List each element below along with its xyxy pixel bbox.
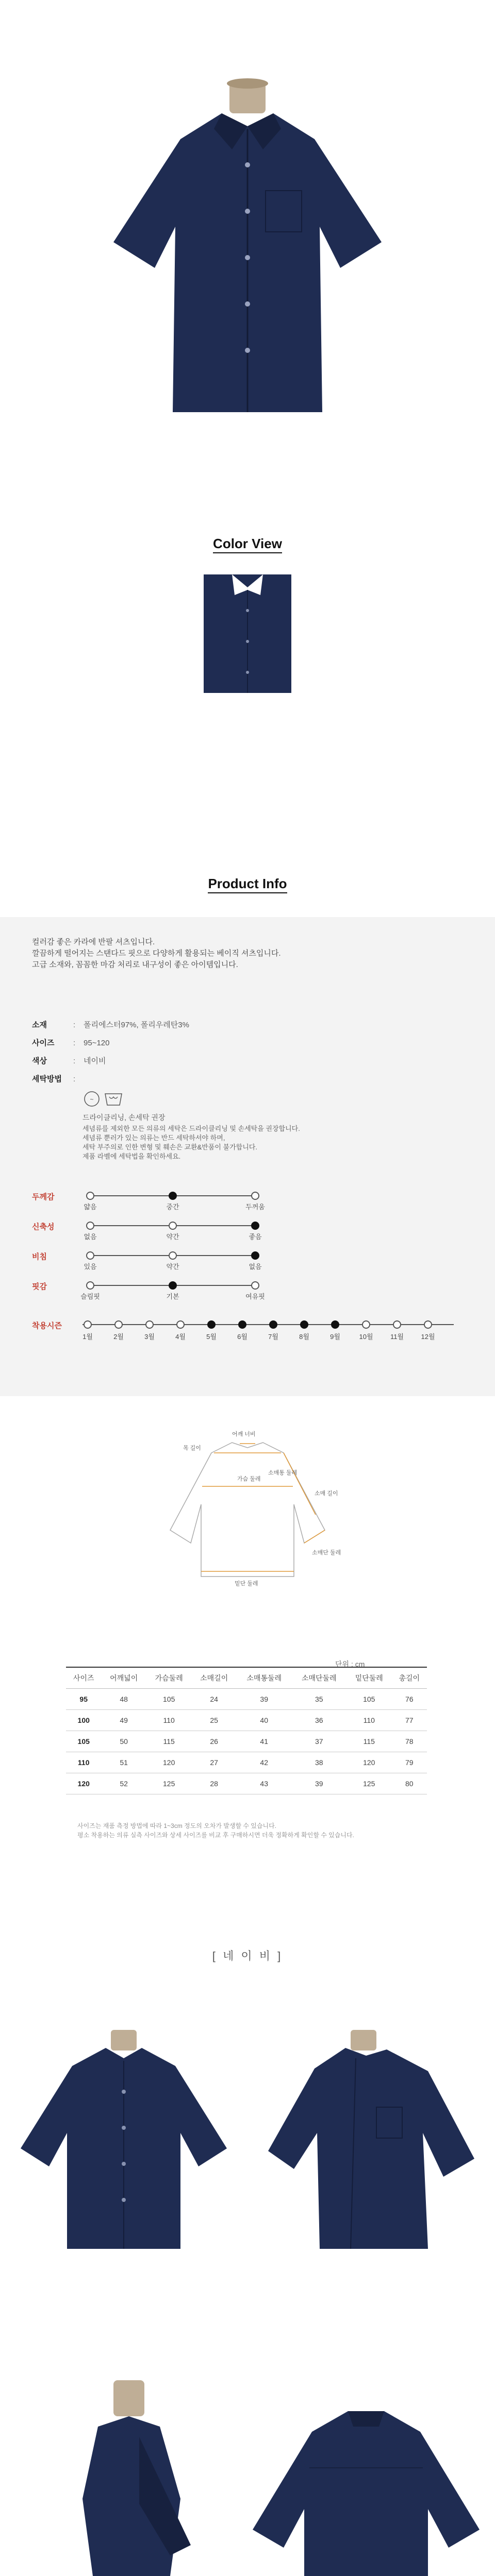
spec-key: 소재 <box>32 1021 47 1029</box>
scale-dot <box>86 1251 94 1260</box>
season-month: 4월 <box>175 1333 186 1341</box>
size-chart-cell: 42 <box>237 1752 292 1773</box>
size-chart-header-cell: 가슴둘레 <box>146 1667 192 1689</box>
size-chart-cell: 28 <box>191 1773 237 1794</box>
scale-option: 슬림핏 <box>80 1293 100 1300</box>
size-chart-cell: 25 <box>191 1710 237 1731</box>
care-line: 드라이클리닝, 손세탁 권장 <box>82 1113 166 1122</box>
detail-photo-angle <box>258 2030 485 2251</box>
scale-option: 기본 <box>166 1293 179 1300</box>
size-chart-cell: 110 <box>146 1710 192 1731</box>
scale-option: 없음 <box>249 1263 262 1270</box>
svg-text:~: ~ <box>90 1096 94 1103</box>
dry-clean-icon <box>85 1092 99 1106</box>
size-chart-table <box>66 1667 427 1794</box>
season-month: 5월 <box>206 1333 217 1341</box>
color-swatch-navy[interactable] <box>204 574 291 693</box>
size-chart-cell: 36 <box>291 1710 346 1731</box>
spec-color: 색상 : 네이비 <box>32 1055 106 1066</box>
size-note: 사이즈는 재품 측정 방법에 따라 1~3cm 정도의 오차가 발생할 수 있습니다. <box>77 1822 277 1829</box>
scale-dot <box>169 1192 177 1200</box>
product-info-panel <box>0 917 495 1396</box>
scale-dot <box>169 1222 177 1230</box>
season-dot <box>238 1320 246 1329</box>
size-chart-header-cell: 소매길이 <box>191 1667 237 1689</box>
season-month: 10월 <box>359 1333 373 1341</box>
size-chart-cell: 43 <box>237 1773 292 1794</box>
size-chart-cell: 39 <box>291 1773 346 1794</box>
diagram-label: 어깨 너비 <box>232 1431 256 1437</box>
season-month: 2월 <box>113 1333 124 1341</box>
size-note: 평소 착용하는 의류 실측 사이즈와 상세 사이즈를 비교 후 구매하시면 더욱 정확하게 확인할 수 있습니다. <box>77 1832 354 1839</box>
size-chart-cell: 49 <box>101 1710 146 1731</box>
scale-option: 있음 <box>84 1263 97 1270</box>
scale-option: 두꺼움 <box>245 1203 265 1211</box>
scale-option: 얇음 <box>84 1203 97 1211</box>
spec-material: 소재 : 폴리에스터97%, 폴리우레탄3% <box>32 1019 189 1030</box>
size-diagram <box>139 1432 356 1587</box>
scale-label: 신축성 <box>32 1223 55 1231</box>
size-chart-cell: 110 <box>346 1710 392 1731</box>
diagram-label: 밑단 둘레 <box>235 1581 258 1587</box>
scale-dot <box>169 1251 177 1260</box>
scale-option: 좋음 <box>249 1233 262 1241</box>
color-view-title-text: Color View <box>213 536 282 553</box>
size-chart-row <box>66 1710 427 1731</box>
size-chart-cell: 120 <box>66 1773 101 1794</box>
product-info-title <box>0 876 495 892</box>
diagram-label: 가슴 둘레 <box>237 1476 261 1482</box>
season-month: 3월 <box>144 1333 155 1341</box>
size-chart-cell: 95 <box>66 1689 101 1710</box>
season-month: 1월 <box>82 1333 93 1341</box>
season-dot <box>424 1320 432 1329</box>
season-dot <box>331 1320 339 1329</box>
size-chart-header-cell: 밑단둘레 <box>346 1667 392 1689</box>
hero-product-image <box>103 77 392 428</box>
size-chart-header-cell: 총길이 <box>392 1667 427 1689</box>
size-chart-cell: 105 <box>66 1731 101 1752</box>
season-month: 6월 <box>237 1333 248 1341</box>
size-chart-cell: 110 <box>66 1752 101 1773</box>
color-name-heading: [ 네 이 비 ] <box>212 1950 283 1962</box>
season-month: 11월 <box>390 1333 404 1341</box>
wash-icons <box>82 1090 124 1111</box>
size-chart-row <box>66 1752 427 1773</box>
season-month: 8월 <box>299 1333 309 1341</box>
scale-dot <box>169 1281 177 1290</box>
size-chart-cell: 27 <box>191 1752 237 1773</box>
diagram-label: 목 길이 <box>183 1445 201 1451</box>
spec-value: 95~120 <box>84 1039 110 1047</box>
intro-line: 컬러감 좋은 카라에 반팔 셔츠입니다. <box>32 938 155 946</box>
size-chart-header <box>66 1667 427 1689</box>
season-month: 7월 <box>268 1333 278 1341</box>
size-chart-row <box>66 1731 427 1752</box>
season-dot <box>114 1320 123 1329</box>
care-line: 세념류 뿐러가 있는 의류는 반드 세탁하셔야 하며, <box>82 1134 225 1142</box>
scale-label: 핏감 <box>32 1282 47 1291</box>
spec-key: 사이즈 <box>32 1039 55 1047</box>
size-chart-cell: 24 <box>191 1689 237 1710</box>
size-chart-cell: 120 <box>346 1752 392 1773</box>
diagram-label: 소매단 둘레 <box>312 1550 341 1556</box>
care-notes <box>82 1113 392 1161</box>
spec-key: 색상 <box>32 1057 47 1065</box>
scale-option: 약간 <box>166 1233 179 1241</box>
scale-dot <box>251 1222 259 1230</box>
size-chart-cell: 52 <box>101 1773 146 1794</box>
size-chart-cell: 125 <box>146 1773 192 1794</box>
size-chart-cell: 100 <box>66 1710 101 1731</box>
season-dot <box>207 1320 216 1329</box>
season-dot <box>84 1320 92 1329</box>
season-month: 9월 <box>330 1333 340 1341</box>
size-chart-cell: 41 <box>237 1731 292 1752</box>
season-dot <box>176 1320 185 1329</box>
size-chart-row <box>66 1689 427 1710</box>
product-intro <box>32 937 444 971</box>
size-chart-cell: 26 <box>191 1731 237 1752</box>
size-chart-cell: 50 <box>101 1731 146 1752</box>
spec-key: 세탁방법 <box>32 1075 62 1083</box>
size-chart-cell: 37 <box>291 1731 346 1752</box>
size-chart-cell: 105 <box>146 1689 192 1710</box>
size-chart-header-cell: 소매단둘레 <box>291 1667 346 1689</box>
size-chart-cell: 35 <box>291 1689 346 1710</box>
season-dot <box>300 1320 308 1329</box>
size-chart-row <box>66 1773 427 1794</box>
scale-label: 비침 <box>32 1252 47 1261</box>
scale-option: 여유핏 <box>245 1293 265 1300</box>
spec-value: 네이비 <box>84 1057 106 1065</box>
size-chart-cell: 77 <box>392 1710 427 1731</box>
size-chart-cell: 39 <box>237 1689 292 1710</box>
size-chart-header-cell: 소매통둘레 <box>237 1667 292 1689</box>
size-unit: 단위 : cm <box>335 1660 365 1668</box>
scale-dot <box>251 1281 259 1290</box>
size-chart-cell: 120 <box>146 1752 192 1773</box>
season-label: 착용시즌 <box>32 1321 62 1330</box>
size-chart-cell: 80 <box>392 1773 427 1794</box>
size-chart-header-cell: 사이즈 <box>66 1667 101 1689</box>
detail-photo-front <box>10 2030 237 2251</box>
size-chart-cell: 78 <box>392 1731 427 1752</box>
detail-photo-side <box>62 2380 217 2576</box>
spec-size: 사이즈 : 95~120 <box>32 1037 109 1048</box>
scale-option: 약간 <box>166 1263 179 1270</box>
size-chart-cell: 125 <box>346 1773 392 1794</box>
intro-line: 깔끔하게 떨어지는 스탠다드 핏으로 다양하게 활용되는 베이직 셔츠입니다. <box>32 949 281 958</box>
product-info-title-text: Product Info <box>208 876 287 893</box>
size-chart-cell: 48 <box>101 1689 146 1710</box>
size-chart-cell: 105 <box>346 1689 392 1710</box>
scale-dot <box>251 1192 259 1200</box>
size-chart-cell: 38 <box>291 1752 346 1773</box>
scale-label: 두께감 <box>32 1193 55 1201</box>
diagram-label: 소매 길이 <box>315 1490 338 1497</box>
size-chart-cell: 76 <box>392 1689 427 1710</box>
spec-wash: 세탁방법 : <box>32 1073 84 1084</box>
scale-option: 없음 <box>84 1233 97 1241</box>
size-notes <box>77 1821 438 1840</box>
spec-value: 폴리에스터97%, 폴리우레탄3% <box>84 1021 189 1029</box>
hand-wash-icon <box>105 1094 122 1105</box>
color-view-title <box>0 536 495 552</box>
scale-dot <box>86 1281 94 1290</box>
scale-dot <box>86 1222 94 1230</box>
season-dot <box>393 1320 401 1329</box>
season-dot <box>269 1320 277 1329</box>
intro-line: 고급 소재와, 꼼꼼한 마감 처리로 내구성이 좋은 아이템입니다. <box>32 960 238 969</box>
size-chart-cell: 40 <box>237 1710 292 1731</box>
season-dot <box>145 1320 154 1329</box>
size-chart-cell: 115 <box>346 1731 392 1752</box>
scale-option: 중간 <box>166 1203 179 1211</box>
season-month: 12월 <box>421 1333 435 1341</box>
care-line: 제품 라벨에 세탁법을 확인하세요. <box>82 1153 181 1160</box>
diagram-label: 소매통 둘레 <box>268 1470 298 1476</box>
scale-dot <box>251 1251 259 1260</box>
size-chart-cell: 115 <box>146 1731 192 1752</box>
season-dot <box>362 1320 370 1329</box>
detail-photo-back <box>248 2391 485 2576</box>
care-line: 세탁 부주의로 인한 변형 및 훼손은 교환&반품이 불가합니다. <box>82 1143 257 1151</box>
size-chart-header-cell: 어깨넓이 <box>101 1667 146 1689</box>
care-line: 세념류를 제외한 모든 의류의 세탁은 드라이클리닝 및 손세탁을 권장합니다. <box>82 1125 300 1132</box>
scale-dot <box>86 1192 94 1200</box>
size-chart-cell: 51 <box>101 1752 146 1773</box>
size-chart-cell: 79 <box>392 1752 427 1773</box>
